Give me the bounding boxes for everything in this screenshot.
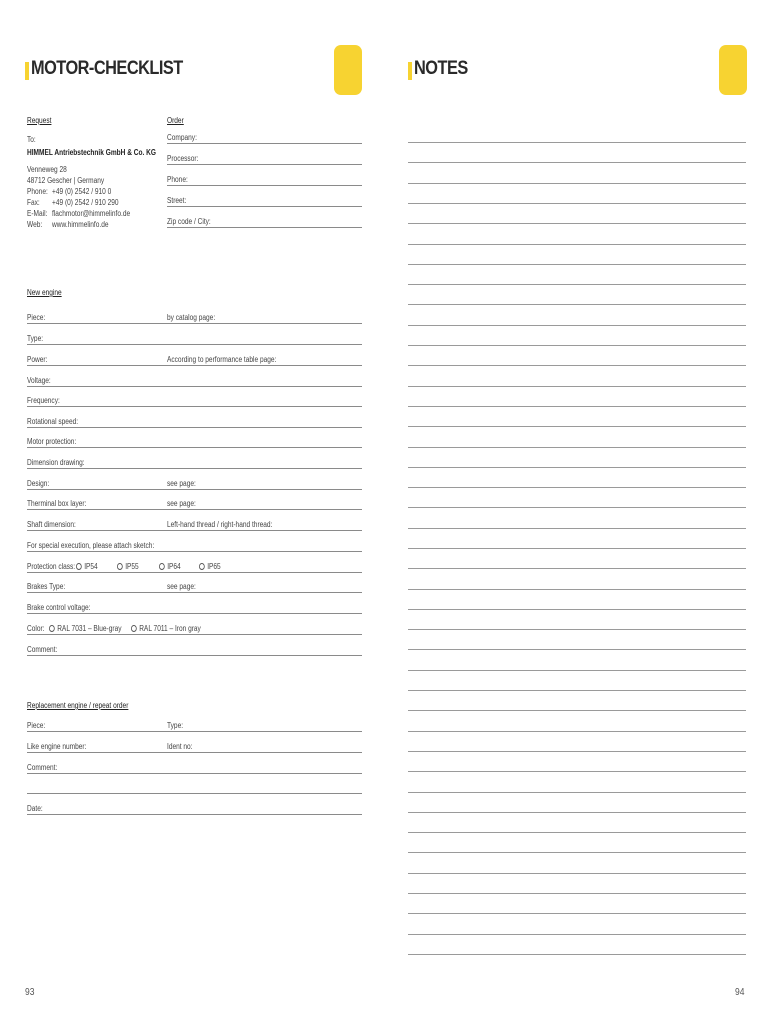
notes-line[interactable] xyxy=(408,406,746,407)
notes-line[interactable] xyxy=(408,873,746,874)
brakes-label: Brakes Type: xyxy=(27,582,66,591)
protection-class-label: Protection class: xyxy=(27,562,76,571)
notes-line[interactable] xyxy=(408,649,746,650)
notes-line[interactable] xyxy=(408,771,746,772)
radio-icon[interactable] xyxy=(49,625,55,632)
like-engine-label: Like engine number: xyxy=(27,742,87,751)
notes-line[interactable] xyxy=(408,467,746,468)
notes-line[interactable] xyxy=(408,386,746,387)
color-option-blue-gray[interactable] xyxy=(49,624,122,634)
order-zip-label: Zip code / City: xyxy=(167,217,211,226)
notes-line[interactable] xyxy=(408,142,746,143)
replacement-comment-label: Comment: xyxy=(27,763,58,772)
motor-protection-label: Motor protection: xyxy=(27,437,77,446)
notes-line[interactable] xyxy=(408,913,746,914)
catalog-page-label: by catalog page: xyxy=(167,313,216,322)
motor-protection-field[interactable] xyxy=(27,447,362,448)
brake-voltage-label: Brake control voltage: xyxy=(27,603,91,612)
color-line xyxy=(27,634,362,635)
power-field[interactable] xyxy=(27,365,362,366)
notes-line[interactable] xyxy=(408,731,746,732)
shaft-label: Shaft dimension: xyxy=(27,520,76,529)
protection-option-ip55[interactable] xyxy=(117,562,139,572)
order-street-label: Street: xyxy=(167,196,187,205)
notes-line[interactable] xyxy=(408,629,746,630)
notes-line[interactable] xyxy=(408,365,746,366)
protection-option-ip64[interactable] xyxy=(159,562,181,572)
dimension-drawing-label: Dimension drawing: xyxy=(27,458,85,467)
notes-line[interactable] xyxy=(408,345,746,346)
order-company-label: Company: xyxy=(167,133,197,142)
order-phone-label: Phone: xyxy=(167,175,188,184)
request-company: HIMMEL Antriebstechnik GmbH & Co. KG xyxy=(27,148,157,157)
radio-icon[interactable] xyxy=(76,563,82,570)
notes-line[interactable] xyxy=(408,507,746,508)
brake-voltage-field[interactable] xyxy=(27,613,362,614)
request-email: flachmotor@himmelinfo.de xyxy=(52,209,131,218)
notes-line[interactable] xyxy=(408,426,746,427)
notes-line[interactable] xyxy=(408,264,746,265)
protection-option-ip54[interactable] xyxy=(76,562,98,572)
piece-field[interactable] xyxy=(27,323,362,324)
request-web-label: Web: xyxy=(27,220,43,229)
notes-line[interactable] xyxy=(408,852,746,853)
design-label: Design: xyxy=(27,479,50,488)
notes-line[interactable] xyxy=(408,893,746,894)
notes-title-accent-bar xyxy=(408,62,412,80)
terminal-page-label: see page: xyxy=(167,499,196,508)
type-label: Type: xyxy=(27,334,44,343)
request-web: www.himmelinfo.de xyxy=(52,220,109,229)
type-field[interactable] xyxy=(27,344,362,345)
piece-label: Piece: xyxy=(27,313,46,322)
request-heading: Request xyxy=(27,116,52,125)
notes-line[interactable] xyxy=(408,568,746,569)
protection-class-line xyxy=(27,572,362,573)
rotational-speed-label: Rotational speed: xyxy=(27,417,79,426)
request-fax: +49 (0) 2542 / 910 290 xyxy=(52,198,119,207)
order-zip-field[interactable] xyxy=(167,227,362,228)
replacement-piece-field[interactable] xyxy=(27,731,362,732)
yellow-tab-left xyxy=(334,45,362,95)
color-option-iron-gray[interactable] xyxy=(131,624,201,634)
yellow-tab-right xyxy=(719,45,747,95)
notes-line[interactable] xyxy=(408,832,746,833)
brakes-field[interactable] xyxy=(27,592,362,593)
frequency-field[interactable] xyxy=(27,406,362,407)
page-number-left: 93 xyxy=(25,987,35,998)
notes-line[interactable] xyxy=(408,223,746,224)
notes-line[interactable] xyxy=(408,304,746,305)
option-label: RAL 7031 – Blue-gray xyxy=(57,624,122,633)
thread-label: Left-hand thread / right-hand thread: xyxy=(167,520,273,529)
notes-line[interactable] xyxy=(408,710,746,711)
terminal-box-field[interactable] xyxy=(27,509,362,510)
order-phone-field[interactable] xyxy=(167,185,362,186)
replacement-piece-label: Piece: xyxy=(27,721,46,730)
order-processor-field[interactable] xyxy=(167,164,362,165)
notes-line[interactable] xyxy=(408,487,746,488)
shaft-field[interactable] xyxy=(27,530,362,531)
notes-line[interactable] xyxy=(408,954,746,955)
order-processor-label: Processor: xyxy=(167,154,199,163)
design-field[interactable] xyxy=(27,489,362,490)
notes-line[interactable] xyxy=(408,934,746,935)
radio-icon[interactable] xyxy=(199,563,205,570)
notes-line[interactable] xyxy=(408,670,746,671)
voltage-field[interactable] xyxy=(27,386,362,387)
like-engine-field[interactable] xyxy=(27,752,362,753)
radio-icon[interactable] xyxy=(131,625,137,632)
replacement-heading: Replacement engine / repeat order xyxy=(27,701,129,710)
notes-line[interactable] xyxy=(408,589,746,590)
comment-label: Comment: xyxy=(27,645,58,654)
page-number-right: 94 xyxy=(735,987,745,998)
dimension-drawing-field[interactable] xyxy=(27,468,362,469)
brakes-page-label: see page: xyxy=(167,582,196,591)
notes-line[interactable] xyxy=(408,284,746,285)
voltage-label: Voltage: xyxy=(27,376,51,385)
color-label: Color: xyxy=(27,624,45,633)
notes-line[interactable] xyxy=(408,792,746,793)
new-engine-heading: New engine xyxy=(27,288,62,297)
request-fax-label: Fax: xyxy=(27,198,40,207)
notes-line[interactable] xyxy=(408,325,746,326)
replacement-type-label: Type: xyxy=(167,721,184,730)
notes-line[interactable] xyxy=(408,751,746,752)
notes-line[interactable] xyxy=(408,203,746,204)
request-phone-label: Phone: xyxy=(27,187,48,196)
option-label: IP54 xyxy=(84,562,98,571)
radio-icon[interactable] xyxy=(159,563,165,570)
title-accent-bar xyxy=(25,62,29,80)
design-page-label: see page: xyxy=(167,479,196,488)
page-title: MOTOR-CHECKLIST xyxy=(31,58,183,79)
option-label: IP64 xyxy=(167,562,181,571)
notes-line[interactable] xyxy=(408,183,746,184)
notes-line[interactable] xyxy=(408,812,746,813)
request-email-label: E-Mail: xyxy=(27,209,48,218)
special-execution-field[interactable] xyxy=(27,551,362,552)
order-heading: Order xyxy=(167,116,184,125)
notes-title: NOTES xyxy=(414,58,468,79)
option-label: RAL 7011 – Iron gray xyxy=(139,624,201,633)
notes-line[interactable] xyxy=(408,244,746,245)
notes-line[interactable] xyxy=(408,162,746,163)
ident-label: Ident no: xyxy=(167,742,193,751)
protection-option-ip65[interactable] xyxy=(199,562,221,572)
comment-field[interactable] xyxy=(27,655,362,656)
notes-line[interactable] xyxy=(408,609,746,610)
request-street: Venneweg 28 xyxy=(27,165,67,174)
terminal-box-label: Therminal box layer: xyxy=(27,499,87,508)
replacement-comment-field-2[interactable] xyxy=(27,793,362,794)
rotational-speed-field[interactable] xyxy=(27,427,362,428)
request-phone: +49 (0) 2542 / 910 0 xyxy=(52,187,112,196)
order-company-field[interactable] xyxy=(167,143,362,144)
special-execution-label: For special execution, please attach sketch: xyxy=(27,541,155,550)
option-label: IP55 xyxy=(125,562,139,571)
date-field[interactable] xyxy=(27,814,362,815)
request-city: 48712 Gescher | Germany xyxy=(27,176,105,185)
power-label: Power: xyxy=(27,355,48,364)
radio-icon[interactable] xyxy=(117,563,123,570)
option-label: IP65 xyxy=(207,562,221,571)
notes-line[interactable] xyxy=(408,528,746,529)
request-to: To: xyxy=(27,135,36,144)
replacement-comment-field[interactable] xyxy=(27,773,362,774)
performance-label: According to performance table page: xyxy=(167,355,277,364)
notes-line[interactable] xyxy=(408,447,746,448)
frequency-label: Frequency: xyxy=(27,396,60,405)
notes-line[interactable] xyxy=(408,690,746,691)
notes-line[interactable] xyxy=(408,548,746,549)
date-label: Date: xyxy=(27,804,43,813)
order-street-field[interactable] xyxy=(167,206,362,207)
